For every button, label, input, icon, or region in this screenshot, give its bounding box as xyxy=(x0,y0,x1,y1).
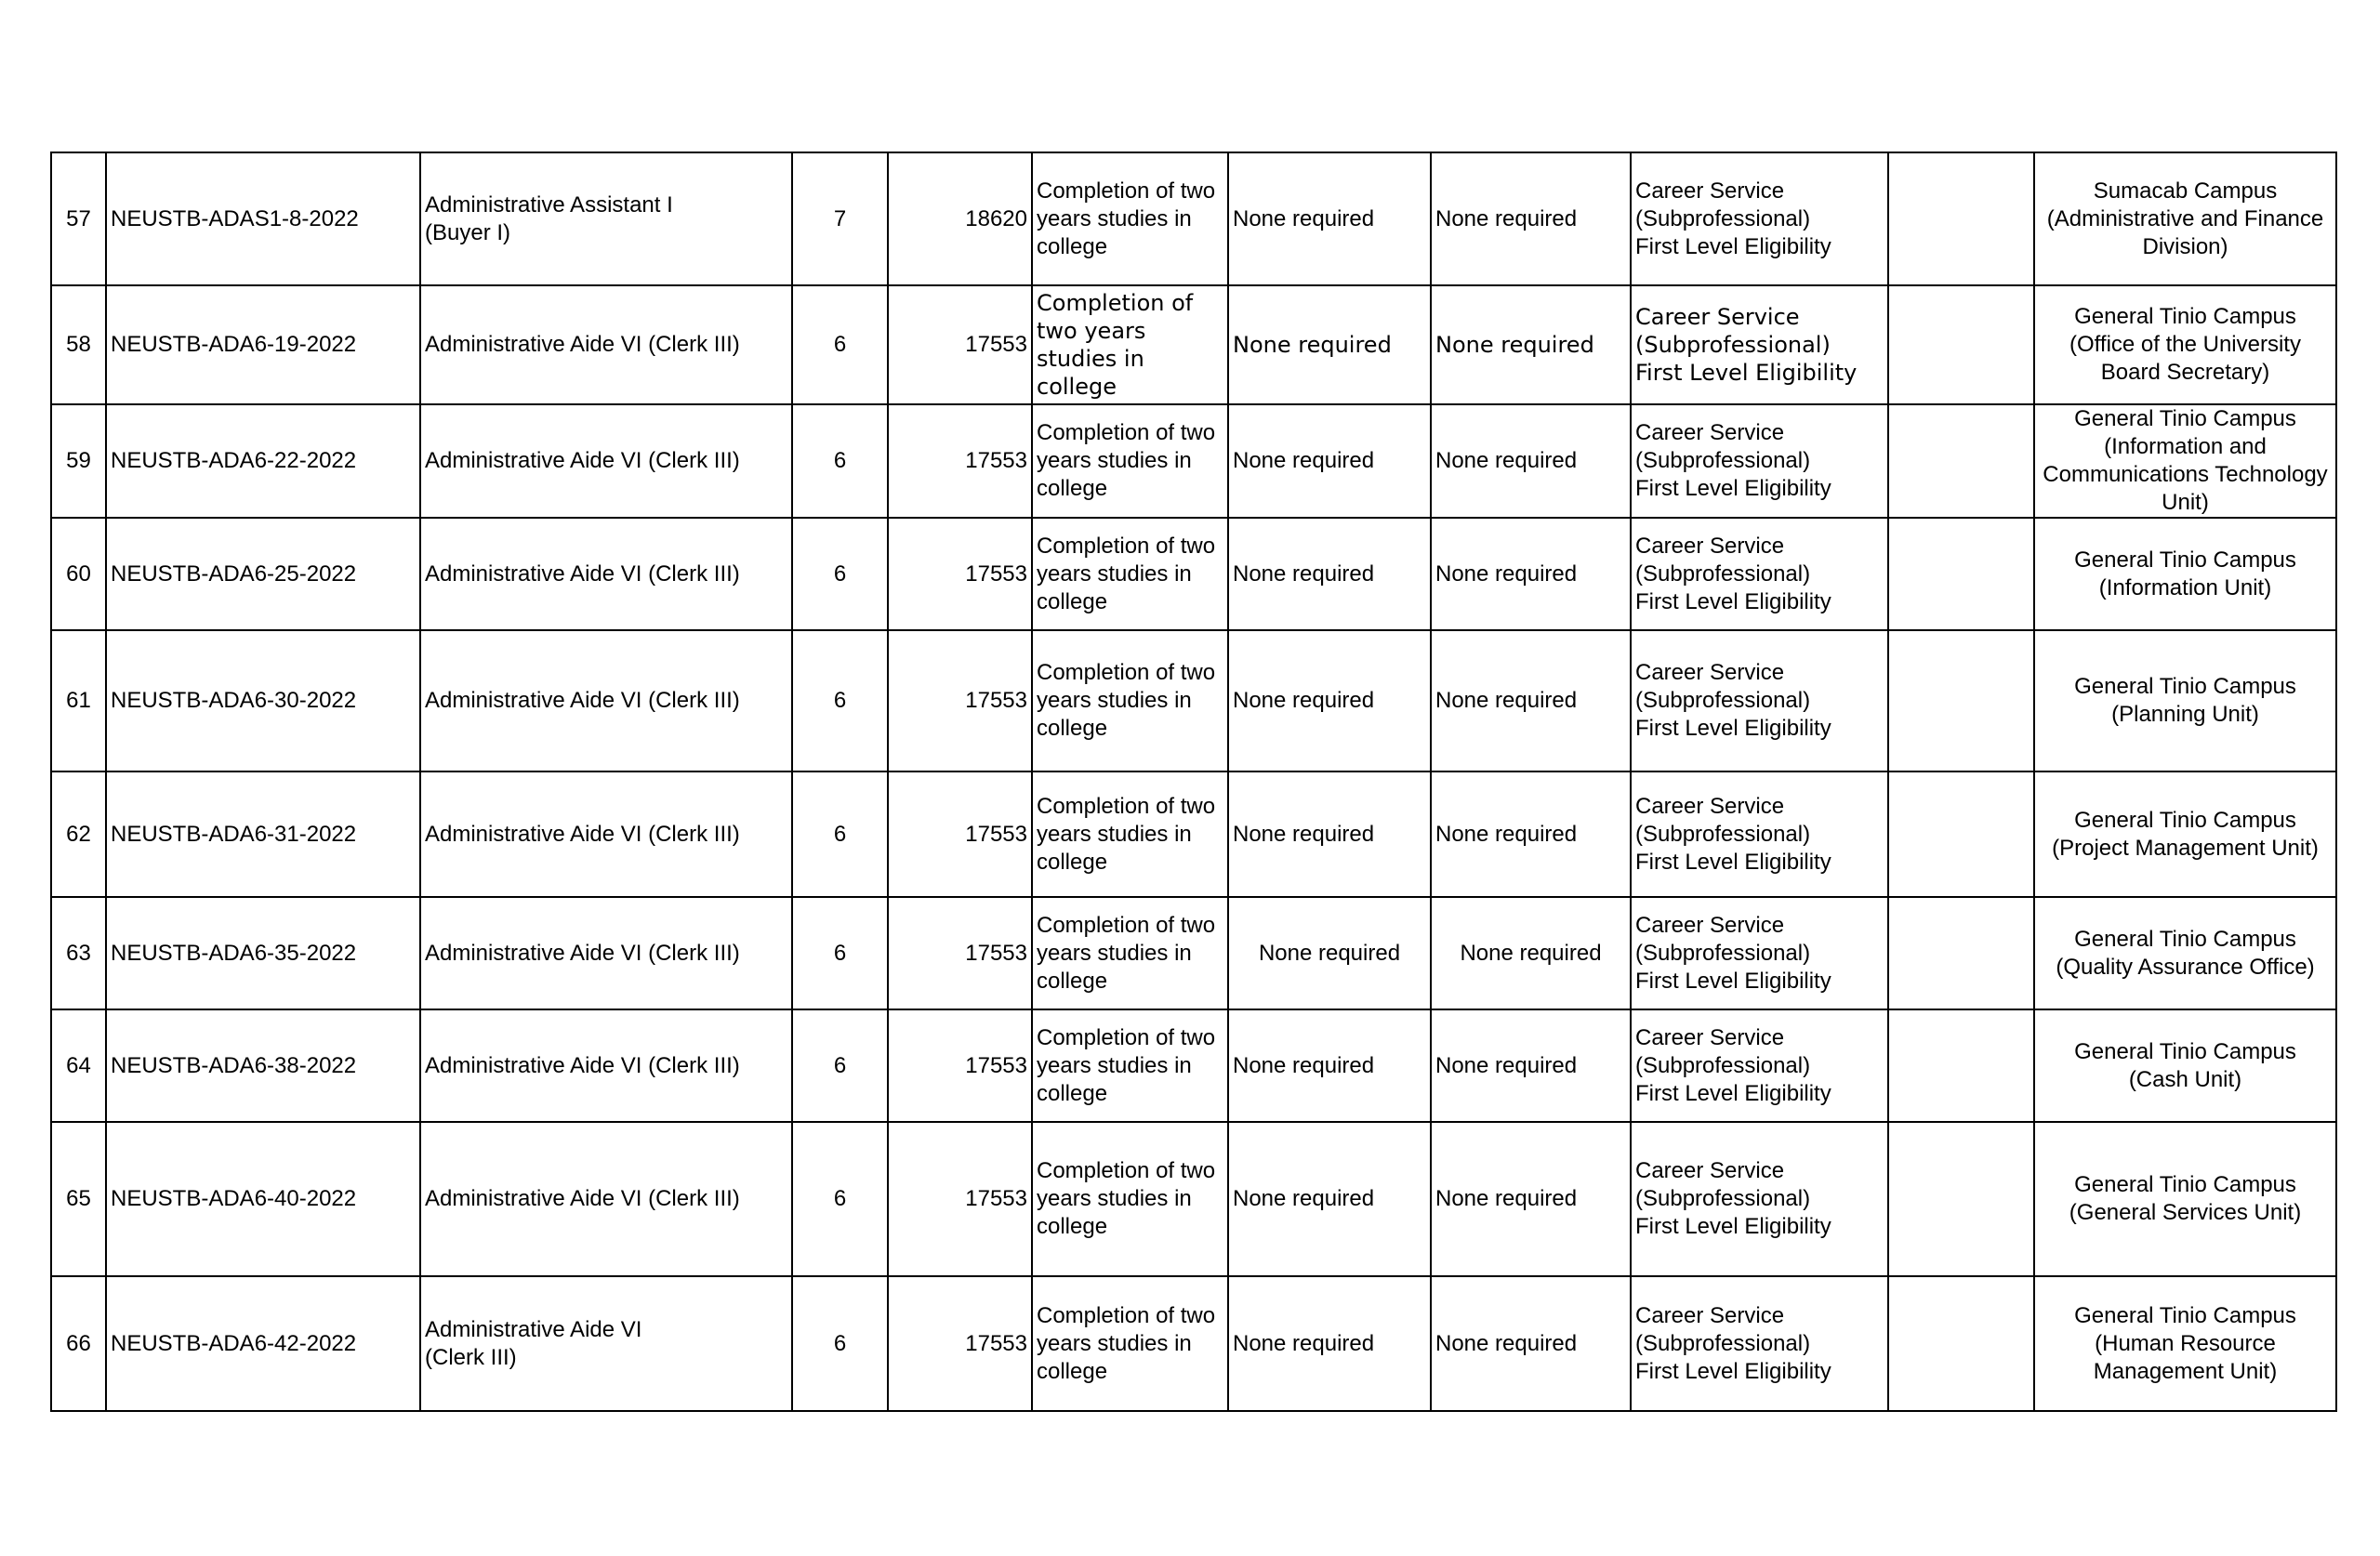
row-number-cell: 66 xyxy=(51,1276,106,1411)
position-title-cell: Administrative Aide VI (Clerk III) xyxy=(420,771,792,897)
row-number-cell: 58 xyxy=(51,285,106,404)
competency-cell xyxy=(1888,771,2034,897)
salary-grade-cell: 6 xyxy=(792,285,888,404)
table-row xyxy=(51,1276,2336,1411)
monthly-salary-cell: 17553 xyxy=(888,285,1032,404)
position-title-cell: Administrative Assistant I (Buyer I) xyxy=(420,152,792,285)
row-number-cell: 59 xyxy=(51,404,106,518)
place-of-assignment-cell: General Tinio Campus (Planning Unit) xyxy=(2034,630,2336,771)
place-of-assignment-cell: General Tinio Campus (Information Unit) xyxy=(2034,518,2336,630)
monthly-salary-cell: 17553 xyxy=(888,1276,1032,1411)
competency-cell xyxy=(1888,1276,2034,1411)
training-cell: None required xyxy=(1228,404,1431,518)
education-cell: Completion of two years studies in college xyxy=(1032,1276,1228,1411)
competency-cell xyxy=(1888,285,2034,404)
monthly-salary-cell: 17553 xyxy=(888,897,1032,1009)
item-number-cell: NEUSTB-ADA6-42-2022 xyxy=(106,1276,420,1411)
item-number-cell: NEUSTB-ADA6-35-2022 xyxy=(106,897,420,1009)
monthly-salary-cell: 17553 xyxy=(888,404,1032,518)
position-title-cell: Administrative Aide VI (Clerk III) xyxy=(420,285,792,404)
experience-cell: None required xyxy=(1431,771,1631,897)
table-row xyxy=(51,518,2336,630)
table-row xyxy=(51,285,2336,404)
place-of-assignment-cell: General Tinio Campus (Office of the University Board Secretary) xyxy=(2034,285,2336,404)
education-cell: Completion of two years studies in college xyxy=(1032,285,1228,404)
competency-cell xyxy=(1888,1122,2034,1276)
row-number-cell: 64 xyxy=(51,1009,106,1122)
salary-grade-cell: 6 xyxy=(792,1276,888,1411)
competency-cell xyxy=(1888,404,2034,518)
competency-cell xyxy=(1888,897,2034,1009)
training-cell: None required xyxy=(1228,771,1431,897)
place-of-assignment-cell: General Tinio Campus (General Services Unit) xyxy=(2034,1122,2336,1276)
monthly-salary-cell: 17553 xyxy=(888,518,1032,630)
eligibility-cell: Career Service (Subprofessional) First Level Eligibility xyxy=(1631,771,1888,897)
item-number-cell: NEUSTB-ADA6-19-2022 xyxy=(106,285,420,404)
monthly-salary-cell: 17553 xyxy=(888,1009,1032,1122)
experience-cell: None required xyxy=(1431,1009,1631,1122)
table-row xyxy=(51,1122,2336,1276)
education-cell: Completion of two years studies in college xyxy=(1032,897,1228,1009)
item-number-cell: NEUSTB-ADA6-22-2022 xyxy=(106,404,420,518)
competency-cell xyxy=(1888,152,2034,285)
salary-grade-cell: 6 xyxy=(792,897,888,1009)
training-cell: None required xyxy=(1228,897,1431,1009)
eligibility-cell: Career Service (Subprofessional) First Level Eligibility xyxy=(1631,1276,1888,1411)
salary-grade-cell: 6 xyxy=(792,404,888,518)
table-row xyxy=(51,404,2336,518)
table-row xyxy=(51,897,2336,1009)
table-row xyxy=(51,1009,2336,1122)
eligibility-cell: Career Service (Subprofessional) First Level Eligibility xyxy=(1631,518,1888,630)
eligibility-cell: Career Service (Subprofessional) First Level Eligibility xyxy=(1631,404,1888,518)
position-title-cell: Administrative Aide VI (Clerk III) xyxy=(420,897,792,1009)
education-cell: Completion of two years studies in college xyxy=(1032,630,1228,771)
place-of-assignment-cell: General Tinio Campus (Cash Unit) xyxy=(2034,1009,2336,1122)
row-number-cell: 62 xyxy=(51,771,106,897)
salary-grade-cell: 6 xyxy=(792,518,888,630)
item-number-cell: NEUSTB-ADA6-30-2022 xyxy=(106,630,420,771)
position-title-cell: Administrative Aide VI (Clerk III) xyxy=(420,1122,792,1276)
competency-cell xyxy=(1888,630,2034,771)
item-number-cell: NEUSTB-ADA6-38-2022 xyxy=(106,1009,420,1122)
monthly-salary-cell: 17553 xyxy=(888,771,1032,897)
experience-cell: None required xyxy=(1431,518,1631,630)
competency-cell xyxy=(1888,518,2034,630)
monthly-salary-cell: 17553 xyxy=(888,1122,1032,1276)
table-row xyxy=(51,152,2336,285)
education-cell: Completion of two years studies in college xyxy=(1032,1009,1228,1122)
eligibility-cell: Career Service (Subprofessional) First Level Eligibility xyxy=(1631,1009,1888,1122)
salary-grade-cell: 6 xyxy=(792,771,888,897)
education-cell: Completion of two years studies in college xyxy=(1032,771,1228,897)
position-title-cell: Administrative Aide VI (Clerk III) xyxy=(420,518,792,630)
experience-cell: None required xyxy=(1431,1276,1631,1411)
salary-grade-cell: 6 xyxy=(792,1122,888,1276)
row-number-cell: 57 xyxy=(51,152,106,285)
education-cell: Completion of two years studies in college xyxy=(1032,518,1228,630)
education-cell: Completion of two years studies in college xyxy=(1032,152,1228,285)
eligibility-cell: Career Service (Subprofessional) First Level Eligibility xyxy=(1631,285,1888,404)
row-number-cell: 63 xyxy=(51,897,106,1009)
position-title-cell: Administrative Aide VI (Clerk III) xyxy=(420,404,792,518)
table-row xyxy=(51,630,2336,771)
item-number-cell: NEUSTB-ADA6-25-2022 xyxy=(106,518,420,630)
salary-grade-cell: 7 xyxy=(792,152,888,285)
salary-grade-cell: 6 xyxy=(792,630,888,771)
plantilla-positions-table xyxy=(50,152,2337,1412)
training-cell: None required xyxy=(1228,630,1431,771)
place-of-assignment-cell: General Tinio Campus (Project Management Unit) xyxy=(2034,771,2336,897)
place-of-assignment-cell: General Tinio Campus (Quality Assurance Office) xyxy=(2034,897,2336,1009)
eligibility-cell: Career Service (Subprofessional) First Level Eligibility xyxy=(1631,897,1888,1009)
place-of-assignment-cell: General Tinio Campus (Information and Communications Technology Unit) xyxy=(2034,404,2336,518)
place-of-assignment-cell: General Tinio Campus (Human Resource Management Unit) xyxy=(2034,1276,2336,1411)
training-cell: None required xyxy=(1228,285,1431,404)
eligibility-cell: Career Service (Subprofessional) First Level Eligibility xyxy=(1631,630,1888,771)
item-number-cell: NEUSTB-ADAS1-8-2022 xyxy=(106,152,420,285)
experience-cell: None required xyxy=(1431,897,1631,1009)
item-number-cell: NEUSTB-ADA6-31-2022 xyxy=(106,771,420,897)
experience-cell: None required xyxy=(1431,152,1631,285)
position-title-cell: Administrative Aide VI (Clerk III) xyxy=(420,1009,792,1122)
education-cell: Completion of two years studies in college xyxy=(1032,404,1228,518)
training-cell: None required xyxy=(1228,1009,1431,1122)
experience-cell: None required xyxy=(1431,285,1631,404)
salary-grade-cell: 6 xyxy=(792,1009,888,1122)
table-row xyxy=(51,771,2336,897)
training-cell: None required xyxy=(1228,1276,1431,1411)
place-of-assignment-cell: Sumacab Campus (Administrative and Finance Division) xyxy=(2034,152,2336,285)
training-cell: None required xyxy=(1228,152,1431,285)
experience-cell: None required xyxy=(1431,1122,1631,1276)
experience-cell: None required xyxy=(1431,630,1631,771)
competency-cell xyxy=(1888,1009,2034,1122)
position-title-cell: Administrative Aide VI (Clerk III) xyxy=(420,1276,792,1411)
education-cell: Completion of two years studies in college xyxy=(1032,1122,1228,1276)
experience-cell: None required xyxy=(1431,404,1631,518)
monthly-salary-cell: 17553 xyxy=(888,630,1032,771)
row-number-cell: 65 xyxy=(51,1122,106,1276)
eligibility-cell: Career Service (Subprofessional) First Level Eligibility xyxy=(1631,152,1888,285)
training-cell: None required xyxy=(1228,518,1431,630)
row-number-cell: 60 xyxy=(51,518,106,630)
item-number-cell: NEUSTB-ADA6-40-2022 xyxy=(106,1122,420,1276)
eligibility-cell: Career Service (Subprofessional) First Level Eligibility xyxy=(1631,1122,1888,1276)
monthly-salary-cell: 18620 xyxy=(888,152,1032,285)
position-title-cell: Administrative Aide VI (Clerk III) xyxy=(420,630,792,771)
row-number-cell: 61 xyxy=(51,630,106,771)
training-cell: None required xyxy=(1228,1122,1431,1276)
